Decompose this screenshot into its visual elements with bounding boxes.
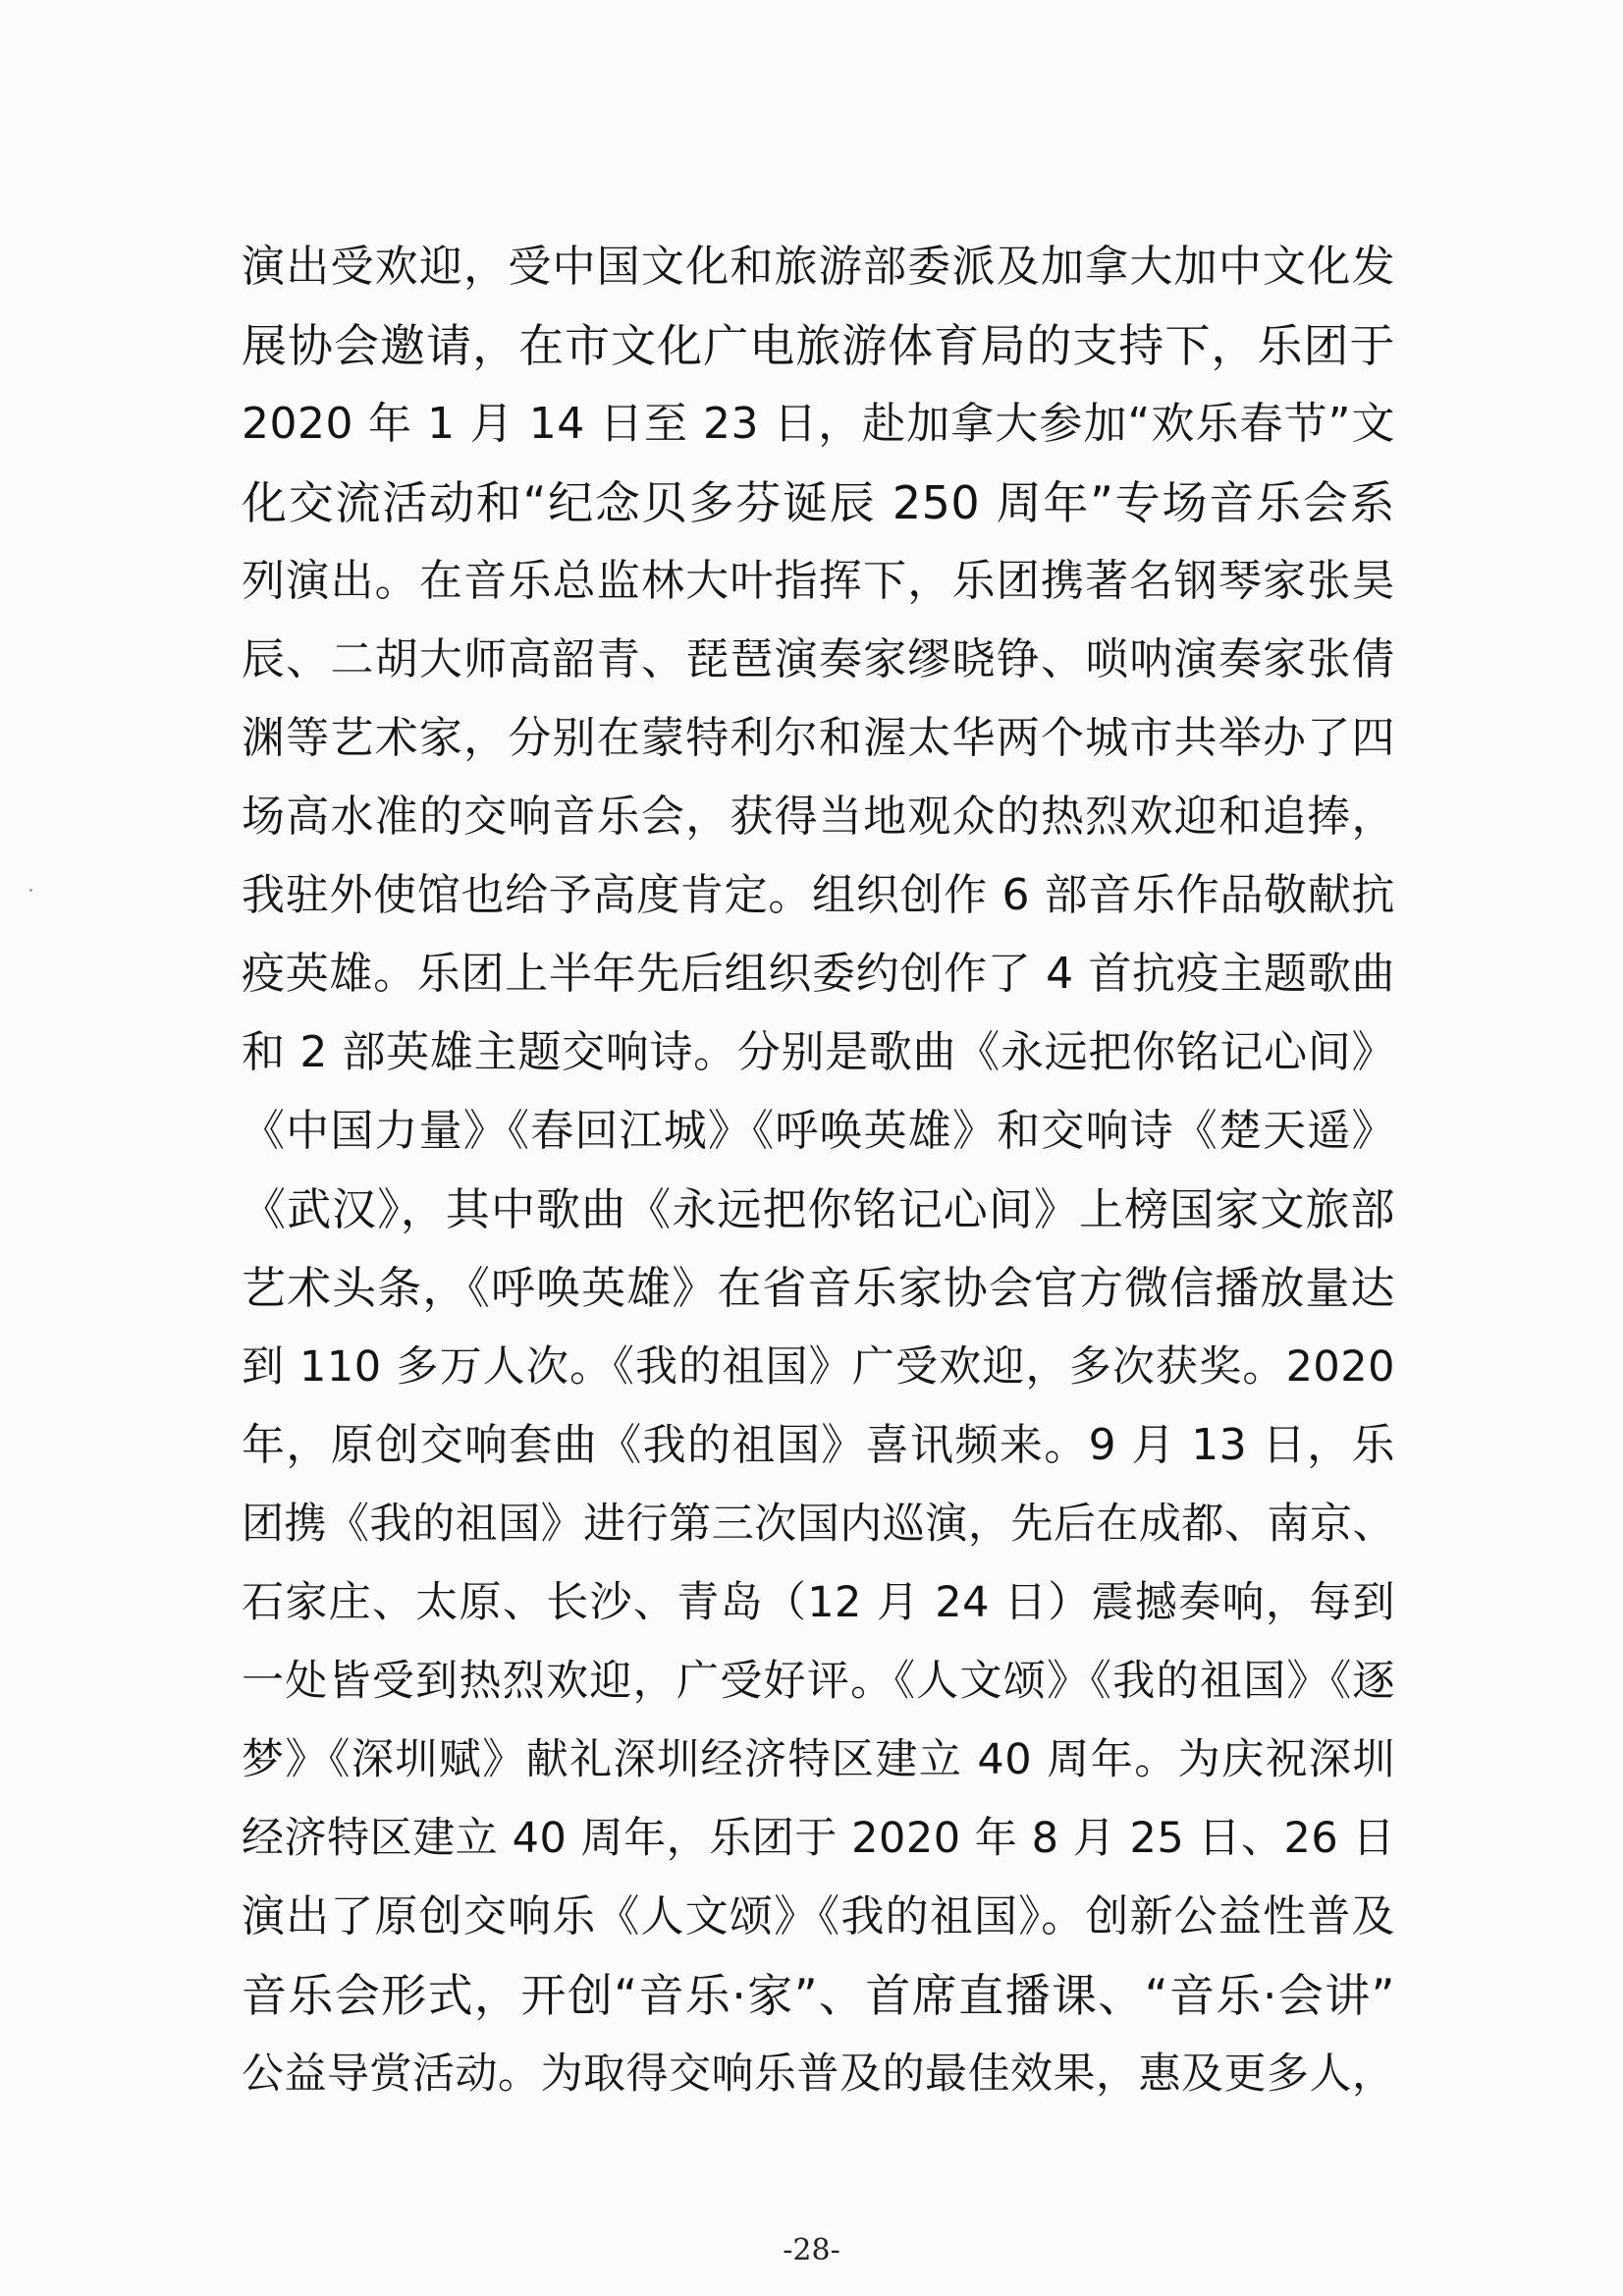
scan-artifact: [29, 889, 32, 892]
text-line-16: 年，原创交响套曲《我的祖国》喜讯频来。9 月 13 日，乐: [242, 1420, 1395, 1470]
text-line-3: 2020 年 1 月 14 日至 23 日，赴加拿大参加“欢乐春节”文: [242, 399, 1395, 449]
text-line-24: 公益导赏活动。为取得交响乐普及的最佳效果，惠及更多人，: [242, 2050, 1395, 2099]
text-line-6: 辰、二胡大师高韶青、琵琶演奏家缪晓铮、唢呐演奏家张倩: [242, 634, 1395, 684]
page-number: -28-: [783, 2233, 840, 2268]
text-line-21: 经济特区建立 40 周年，乐团于 2020 年 8 月 25 日、26 日: [242, 1814, 1395, 1863]
text-line-11: 和 2 部英雄主题交响诗。分别是歌曲《永远把你铭记心间》: [242, 1027, 1395, 1077]
text-line-22: 演出了原创交响乐《人文颂》《我的祖国》。创新公益性普及: [242, 1891, 1395, 1941]
text-line-17: 团携《我的祖国》进行第三次国内巡演，先后在成都、南京、: [242, 1500, 1395, 1549]
text-line-8: 场高水准的交响音乐会，获得当地观众的热烈欢迎和追捧，: [242, 792, 1395, 842]
text-line-13: 《武汉》，其中歌曲《永远把你铭记心间》上榜国家文旅部: [242, 1183, 1395, 1235]
body-text: [242, 228, 1395, 2113]
text-line-20: 梦》《深圳赋》献礼深圳经济特区建立 40 周年。为庆祝深圳: [242, 1735, 1395, 1784]
text-line-14: 艺术头条，《呼唤英雄》在省音乐家协会官方微信播放量达: [242, 1262, 1395, 1314]
text-line-5: 列演出。在音乐总监林大叶指挥下，乐团携著名钢琴家张昊: [242, 556, 1395, 606]
text-line-9: 我驻外使馆也给予高度肯定。组织创作 6 部音乐作品敬献抗: [242, 870, 1395, 920]
text-line-10: 疫英雄。乐团上半年先后组织委约创作了 4 首抗疫主题歌曲: [242, 949, 1395, 999]
text-line-15: 到 110 多万人次。《我的祖国》广受欢迎，多次获奖。2020: [242, 1342, 1395, 1392]
text-line-4: 化交流活动和“纪念贝多芬诞辰 250 周年”专场音乐会系: [242, 476, 1395, 529]
text-line-2: 展协会邀请，在市文化广电旅游体育局的支持下，乐团于: [242, 319, 1395, 372]
text-line-23: 音乐会形式，开创“音乐·家”、首席直播课、“音乐·会讲”: [242, 1969, 1395, 2022]
text-line-1: 演出受欢迎，受中国文化和旅游部委派及加拿大加中文化发: [242, 242, 1395, 292]
text-line-19: 一处皆受到热烈欢迎，广受好评。《人文颂》《我的祖国》《逐: [242, 1657, 1395, 1706]
text-line-12: 《中国力量》《春回江城》《呼唤英雄》和交响诗《楚天遥》: [242, 1106, 1395, 1156]
text-line-7: 渊等艺术家，分别在蒙特利尔和渥太华两个城市共举办了四: [242, 713, 1395, 763]
text-line-18: 石家庄、太原、长沙、青岛（12 月 24 日）震撼奏响，每到: [242, 1578, 1395, 1627]
